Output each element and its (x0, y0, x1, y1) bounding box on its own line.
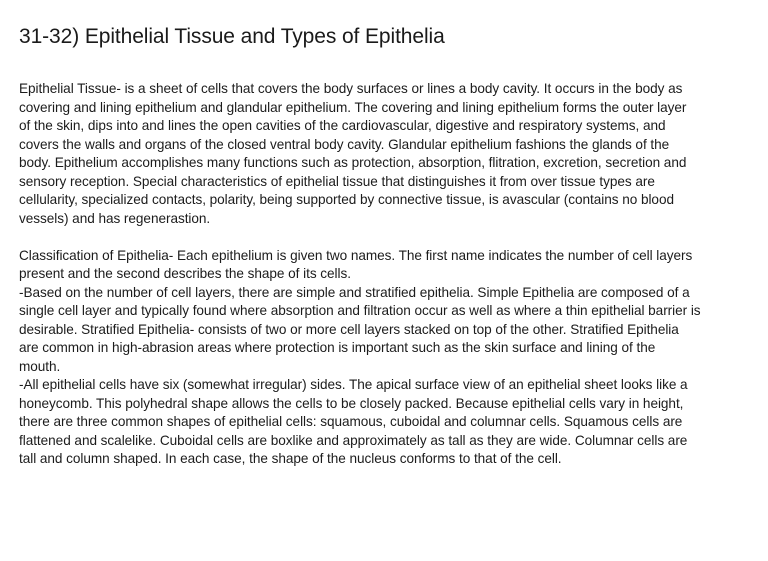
text-line: Epithelial Tissue- is a sheet of cells that covers the body surfaces or lines a body cavity. It occurs in the body as (19, 81, 683, 96)
text-line: single cell layer and typically found where absorption and filtration occur as well as where a thin epithelial barrier is (19, 303, 701, 318)
text-line: are common in high-abrasion areas where protection is important such as the skin surface and lining of the (19, 340, 656, 355)
paragraph-classification (19, 247, 764, 469)
text-line: desirable. Stratified Epithelia- consists of two or more cell layers stacked on top of the other. Stratified Epithelia (19, 321, 679, 337)
page-title: 31-32) Epithelial Tissue and Types of Epithelia (19, 25, 445, 48)
text-line: cellularity, specialized contacts, polarity, being supported by connective tissue, is avascular (contains no blood (19, 192, 674, 207)
text-line: Classification of Epithelia- Each epithelium is given two names. The first name indicates the number of cell layers (19, 247, 693, 263)
text-line: vessels) and has regenerastion. (19, 210, 211, 226)
text-line: honeycomb. This polyhedral shape allows the cells to be closely packed. Because epithelial cells vary in height, (19, 395, 684, 411)
text-line: covers the walls and organs of the closed ventral body cavity. Glandular epithelium fashions the glands of the (19, 136, 670, 152)
text-line: present and the second describes the shape of its cells. (19, 266, 351, 281)
text-line: covering and lining epithelium and glandular epithelium. The covering and lining epithelium forms the outer layer (19, 99, 687, 115)
text-line: body. Epithelium accomplishes many functions such as protection, absorption, flitration, excretion, secretion and (19, 155, 687, 170)
text-line: of the skin, dips into and lines the open cavities of the cardiovascular, digestive and respiratory systems, and (19, 118, 666, 133)
text-line: -Based on the number of cell layers, there are simple and stratified epithelia. Simple Epithelia are composed of a (19, 284, 690, 300)
text-line: mouth. (19, 358, 61, 374)
document-body (19, 80, 764, 469)
text-line: there are three common shapes of epithelial cells: squamous, cuboidal and columnar cells. Squamous cells are (19, 414, 683, 429)
text-line: sensory reception. Special characteristics of epithelial tissue that distinguishes it from over tissue types are (19, 173, 655, 189)
text-line: flattened and scalelike. Cuboidal cells are boxlike and approximately as tall as they are wide. Columnar cells are (19, 432, 688, 448)
paragraph-spacer (19, 228, 764, 247)
paragraph-epithelial-tissue (19, 80, 764, 228)
text-line: tall and column shaped. In each case, the shape of the nucleus conforms to that of the cell. (19, 451, 562, 466)
text-line: -All epithelial cells have six (somewhat irregular) sides. The apical surface view of an epithelial sheet looks like a (19, 377, 688, 392)
